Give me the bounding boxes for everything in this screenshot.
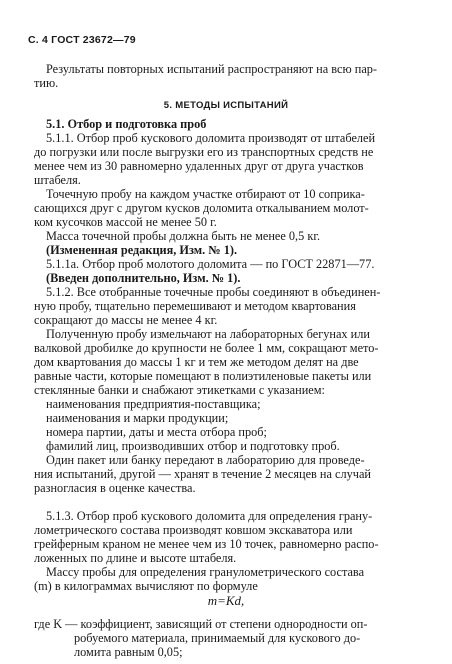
body-lines-line-3: менее чем из 30 равномерно удаленных друг от друга участков <box>34 159 364 173</box>
body-lines-line-12: 5.1.2. Все отобранные точечные пробы соединяют в объединен- <box>46 285 381 299</box>
body-lines-2-line-3: ложенных по длине и высоте штабеля. <box>34 551 237 565</box>
body-lines-2-line-2: грейферным краном не менее чем из 10 точек, равномерно распо- <box>34 537 379 551</box>
body-lines-line-13: ную пробу, тщательно перемешивают и методом квартования <box>34 299 356 313</box>
body-lines-2-line-5: (m) в килограммах вычисляют по формуле <box>34 579 258 593</box>
body-lines-line-21: наименования и марки продукции; <box>46 411 229 425</box>
body-lines-2-line-0: 5.1.3. Отбор проб кускового доломита для определения грану- <box>46 509 373 523</box>
body-lines-line-5: Точечную пробу на каждом участке отбирают от 10 соприка- <box>46 187 365 201</box>
body-lines-line-9: (Измененная редакция, Изм. № 1). <box>46 243 238 257</box>
body-lines-2-line-1: лометрического состава производят ковшом экскаватора или <box>34 523 353 537</box>
body-lines-line-11: (Введен дополнительно, Изм. № 1). <box>46 271 241 285</box>
intro-line-2: тию. <box>34 76 59 90</box>
body-lines-line-2: до погрузки или после выгрузки его из транспортных средств не <box>34 145 374 159</box>
body-lines-line-19: стеклянные банки и снабжают этикетками с указанием: <box>34 383 325 397</box>
body-lines-line-17: дом квартования до массы 1 кг и тем же методом делят на две <box>34 355 359 369</box>
body-lines-line-1: 5.1.1. Отбор проб кускового доломита производят от штабелей <box>46 131 376 145</box>
body-lines-line-7: ком кусочков массой не менее 50 г. <box>34 215 217 229</box>
body-lines-line-26: разногласия в оценке качества. <box>34 481 196 495</box>
body-lines-line-25: ния испытаний, другой — хранят в течение 2 месяцев на случай <box>34 467 372 481</box>
body-lines-3-line-1: робуемого материала, принимаемый для кускового до- <box>74 631 361 645</box>
body-lines-line-16: валковой дробилке до крупности не более 1 мм, сокращают мето- <box>34 341 379 355</box>
body-lines-line-4: штабеля. <box>34 173 81 187</box>
body-lines-line-10: 5.1.1а. Отбор проб молотого доломита — по ГОСТ 22871—77. <box>46 257 375 271</box>
intro-line-1: Результаты повторных испытаний распространяют на всю пар- <box>46 62 378 76</box>
body-lines-line-18: равные части, которые помещают в полиэтиленовые пакеты или <box>34 369 372 383</box>
body-lines-line-23: фамилий лиц, производивших отбор и подготовку проб. <box>46 439 340 453</box>
body-lines-line-14: сокращают до массы не менее 4 кг. <box>34 313 218 327</box>
body-lines-line-0: 5.1. Отбор и подготовка проб <box>46 117 207 131</box>
section-title: 5. МЕТОДЫ ИСПЫТАНИЙ <box>163 100 289 111</box>
formula: m=Kd, <box>207 593 245 608</box>
body-lines-line-22: номера партии, даты и места отбора проб; <box>46 425 267 439</box>
body-lines-line-6: сающихся друг с другом кусков доломита откалыванием молот- <box>34 201 369 215</box>
body-lines-line-20: наименования предприятия-поставщика; <box>46 397 261 411</box>
body-lines-3-line-0: где K — коэффициент, зависящий от степени однородности оп- <box>34 617 368 631</box>
body-lines-line-24: Один пакет или банку передают в лабораторию для проведе- <box>46 453 365 467</box>
page-header: С. 4 ГОСТ 23672—79 <box>28 34 136 46</box>
body-lines-line-8: Масса точечной пробы должна быть не менее 0,5 кг. <box>46 229 321 243</box>
body-lines-3-line-2: ломита равным 0,05; <box>74 645 183 659</box>
body-lines-line-15: Полученную пробу измельчают на лабораторных бегунах или <box>46 327 370 341</box>
body-lines-2-line-4: Массу пробы для определения гранулометрического состава <box>46 565 365 579</box>
